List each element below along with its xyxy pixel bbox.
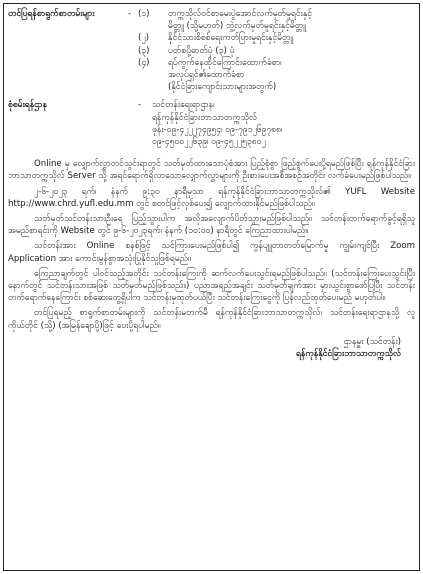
- requirements-label: တင်ပြရန်စာရွက်စာတမ်းများ: [8, 9, 95, 19]
- contact-label: စုံစမ်းရန်ဌာန: [8, 100, 47, 111]
- contact-phone-1: ဖုန်း-၀၉-၄၂၂၂၇၄၉၅၄၊ ၀၉-၇၉၁၂၆၉၇၈၈၊: [152, 124, 283, 135]
- contact-phone-2: ၀၉-၄၅၀၀၂၂၆၃၉၊ ၀၉-၄၅၂၂၅၃၈၀၂: [152, 137, 266, 148]
- requirements-separator: -: [128, 9, 132, 19]
- contact-dept: သင်တန်းရေးရာဌာန၊: [152, 100, 215, 111]
- req-num-2: (၂): [138, 33, 149, 44]
- paragraph-online-application: Online မှ လျှောက်လွှာတင်သွင်းရာတွင် သတ်မှတ်ထားသောပုံစံအား ပြည့်စုံစွာ ဖြည့်စွက်ပေးပို့ရမည်ဖြစ်ပြီး ရန်ကုန်နိုင်ငံခြားဘာသာတက္ကသိုလ် Server သို့ အရင်ရောက်ရှိလာသောလျှောက်လွှာများကို ဦးစားပေးအစီအစဉ်အတိုင်း လက်ခံပေးမည်ဖြစ်ပါသည်။: [8, 159, 415, 182]
- req-num-4: (၄): [138, 57, 150, 68]
- req-num-3: (၃): [138, 45, 150, 56]
- req-num-4c: [138, 81, 168, 93]
- contact-university: ရန်ကုန်နိုင်ငံခြားဘာသာတက္ကသိုလ်: [152, 112, 257, 123]
- req-item-4: ရပ်ကွက်နေထိုင်ကြောင်းထောက်ခံစာ၊: [168, 57, 282, 68]
- signature-institution: ရန်ကုန်နိုင်ငံခြားဘာသာတက္ကသိုလ်: [296, 349, 401, 360]
- paragraph-website-date: ၂-၆-၂၀၂၃ ရက်၊ နံနက် ၉:၃၀ နာရီမှသာ ရန်ကုန်နိုင်ငံခြားဘာသာတက္ကသိုလ်၏ YUFL Website http://www.chrd.yufl.edu.mm တွင် စတင်ဖြင့်လှစ်ပေး၍ လျှောက်ထားနိုင်မည်ဖြစ်ပါသည်။: [8, 186, 415, 209]
- paragraph-submission: တင်ပြရမည့် စာရွက်စာတမ်းများကို သင်တန်းမတက်မီ ရန်ကုန်နိုင်ငံခြားဘာသာတက္ကသိုလ်၊ သင်တန်းရေးရာဌာနသို့ လူကိုယ်တိုင် (သို့) (အမြန်ချောပို့)ဖြင့် ပေးပို့ရပါမည်။: [8, 308, 415, 331]
- signature-title: ဌာနမှူး (သင်တန်း): [343, 336, 401, 347]
- contact-section: [8, 99, 415, 148]
- req-item-1: တက္ကသိုလ်ဝင်စာမေးပွဲအောင်လက်မှတ်မူရင်းနှင့်: [168, 9, 313, 19]
- paragraph-fees: ကြေညာချက်တွင် ပါဝင်သည့်အတိုင်း သင်တန်းကြေးကို ဆက်လက်ပေးသွင်းရမည်ဖြစ်ပါသည်။ (သင်တန်းကြေးပေးသွင်းပြီးနောက်တွင် သင်တန်းသားအဖြစ် သတ်မှတ်မည်ဖြစ်သည်။) ပညာအရည်အချင်း သတ်မှတ်ချက်အား မှားယွင်းစွာဖော်ပြပြီး သင်တန်းတက်ရောက်နေကြောင်း စစ်ဆေးတွေ့ရှိပါက သင်တန်းမှထုတ်ပယ်ပြီး သင်တန်းကြေးငွေကို ပြန်လည်ထုတ်ပေးမည် မဟုတ်ပါ။: [8, 268, 415, 304]
- requirements-section: [8, 8, 415, 93]
- req-item-3: ပတ်စပို့ဓာတ်ပုံ (၃) ပုံ: [168, 45, 235, 56]
- req-num-1: (၁): [138, 9, 150, 19]
- req-item-4c: (နိုင်ငံခြားကျောင်းသားများအတွက်): [168, 82, 277, 93]
- paragraph-online-teaching: သင်တန်းအား Online စနစ်ဖြင့် သင်ကြားပေးမည်ဖြစ်ပါ၍ ကွန်ပျူတာတတ်မြောက်မှု ကျွမ်းကျင်ပြီး Zoom Application အား ကောင်းမွန်စွာအသုံးပြုနိုင်သူဖြစ်ရမည်။: [8, 241, 415, 264]
- req-num-4b: [138, 69, 168, 81]
- paragraph-results: သတ်မှတ်သင်တန်းသားဦးရေ ပြည့်သွားပါက အလိုအလျောက်ပိတ်သွားမည်ဖြစ်ပါသည်။ သင်တန်းတက်ရောက်ခွင့်ရရှိသူအမည်စာရင်းကို Website တွင် ၉-၆-၂၀၂၃ရက်၊ နံနက် (၁၀:၀၀) နာရီတွင် ကြေညာထားပါမည်။: [8, 214, 415, 237]
- req-item-2: နိုင်ငံသားစိစစ်ရေးကတ်ပြားမူရင်းနှင့်မိတ္တူ: [168, 33, 293, 44]
- req-item-1b: မိတ္တူ (သို့မဟုတ်) ဘွဲ့လက်မှတ်မူရင်းနှင့်မိတ္တူ: [168, 21, 306, 32]
- contact-separator: -: [138, 100, 142, 111]
- req-item-4b: အလုပ်ရှင်၏ထောက်ခံစာ: [168, 70, 245, 81]
- req-num-1b: [138, 20, 168, 32]
